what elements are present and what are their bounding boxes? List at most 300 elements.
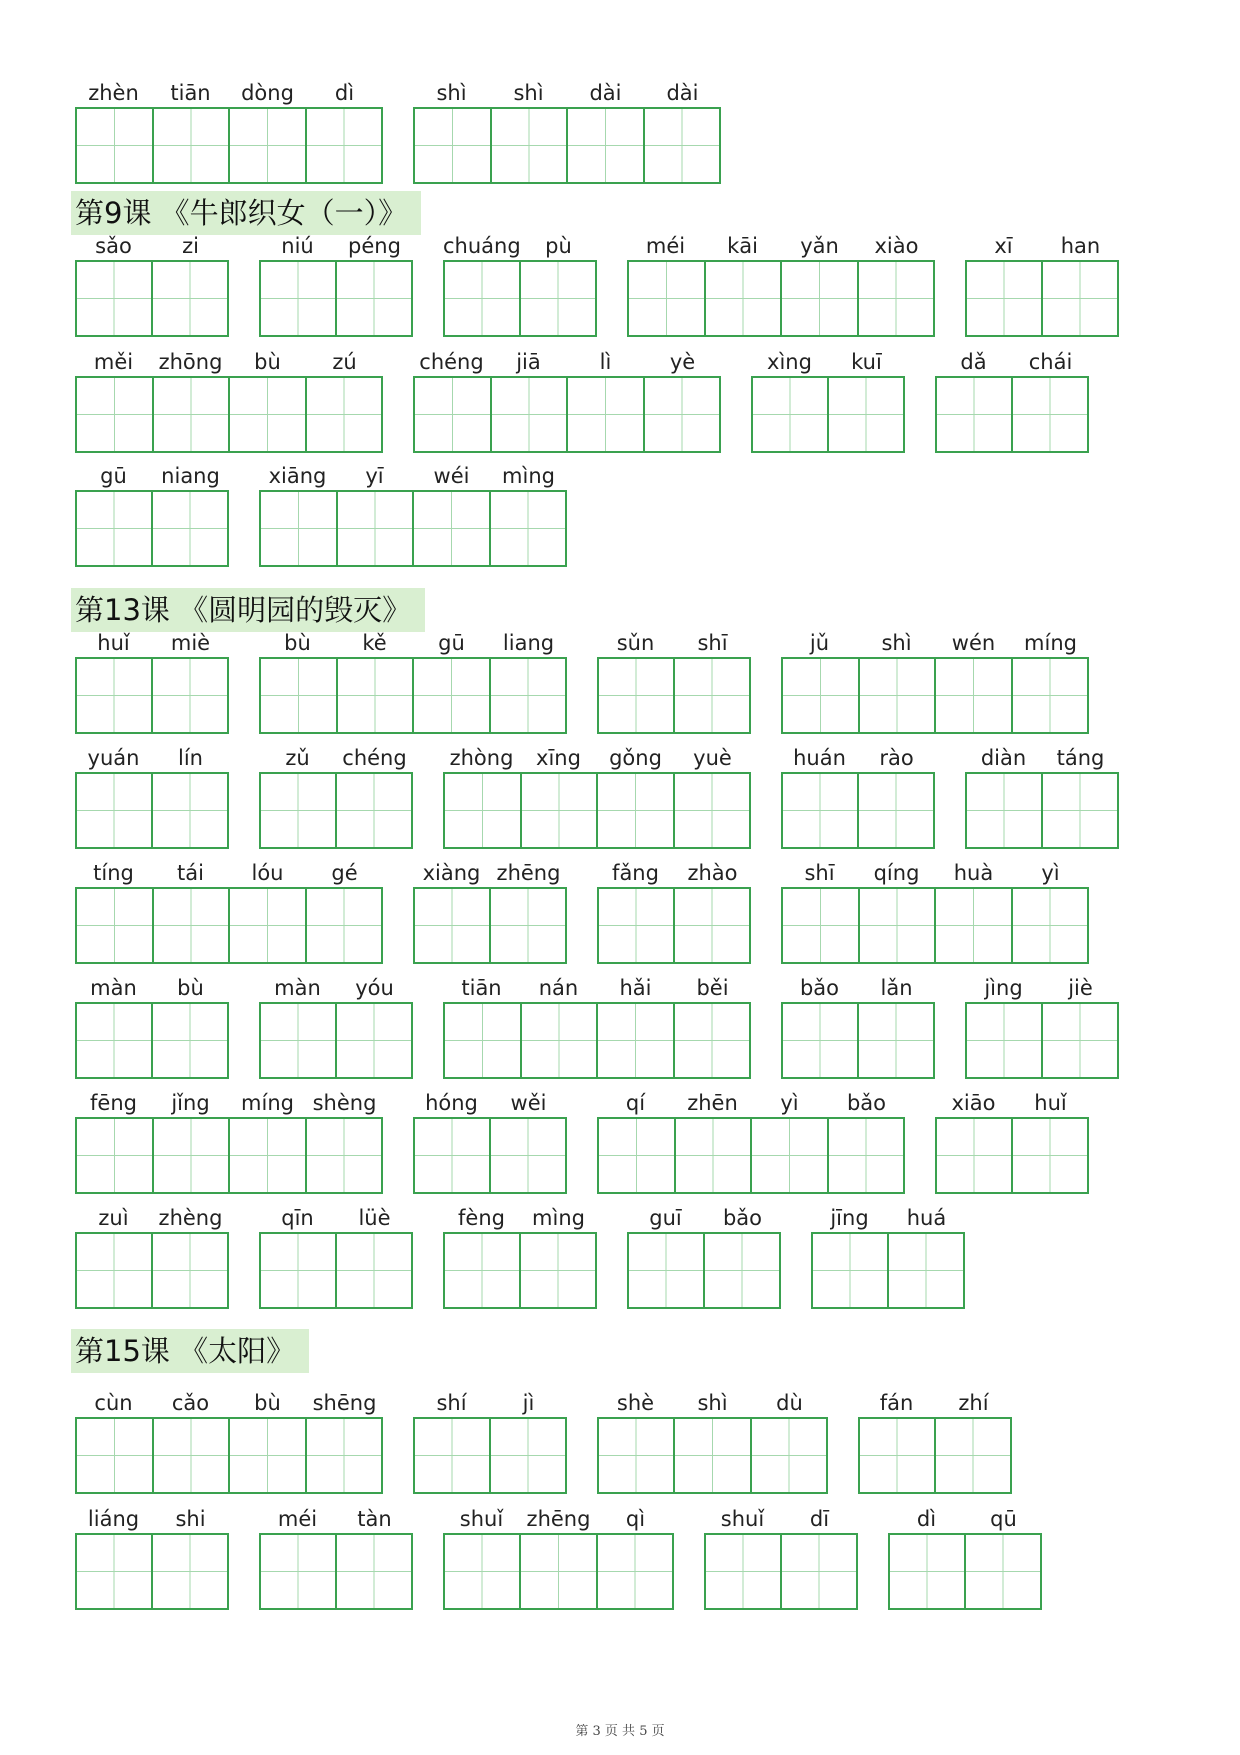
pinyin-syllable: tíng [93,861,134,885]
pinyin-syllable: huà [953,861,994,885]
pinyin-syllable: kuī [851,350,882,374]
tianzige-cell[interactable] [489,1119,565,1192]
pinyin-labels [259,745,413,771]
tianzige-cell[interactable] [857,262,934,335]
pinyin-syllable: jīng [830,1206,869,1230]
tianzige-cell[interactable] [335,262,411,335]
pinyin-syllable: wén [951,631,996,655]
tianzige-cell[interactable] [599,1119,674,1192]
tianzige-cell[interactable] [643,109,720,182]
tianzige-cell[interactable] [415,378,490,451]
tianzige-cell[interactable] [412,659,489,732]
pinyin-labels [443,1205,597,1231]
writing-grid [781,1002,935,1079]
pinyin-syllable: zhòng [449,746,514,770]
word-group [443,1506,674,1612]
pinyin-syllable: diàn [980,746,1027,770]
pinyin-labels [75,1205,229,1231]
tianzige-cell[interactable] [445,1535,519,1608]
writing-grid [781,657,1089,734]
tianzige-cell[interactable] [673,659,749,732]
tianzige-cell[interactable] [673,774,750,847]
pinyin-syllable: màn [90,976,137,1000]
pinyin-syllable: qīn [281,1206,314,1230]
tianzige-cell[interactable] [887,1234,963,1307]
pinyin-labels [259,1205,413,1231]
pinyin-labels [627,1205,781,1231]
writing-grid [75,657,229,734]
pinyin-syllable: jìng [984,976,1023,1000]
pinyin-syllable: cǎo [171,1391,210,1415]
tianzige-cell[interactable] [706,1535,780,1608]
pinyin-syllable: yì [780,1091,799,1115]
writing-grid [443,772,751,849]
tianzige-cell[interactable] [305,109,382,182]
tianzige-cell[interactable] [152,109,229,182]
tianzige-cell[interactable] [934,889,1011,962]
tianzige-cell[interactable] [445,1234,519,1307]
tianzige-cell[interactable] [77,1119,152,1192]
tianzige-cell[interactable] [750,1119,827,1192]
tianzige-cell[interactable] [77,109,152,182]
tianzige-cell[interactable] [261,774,335,847]
tianzige-cell[interactable] [77,1234,151,1307]
tianzige-cell[interactable] [152,1419,229,1492]
pinyin-syllable: miè [170,631,211,655]
tianzige-cell[interactable] [857,1004,933,1077]
word-group [75,1390,383,1496]
pinyin-labels [75,1090,383,1116]
tianzige-cell[interactable] [305,889,382,962]
writing-grid [413,1117,567,1194]
writing-grid [75,490,229,567]
pinyin-labels [413,1390,567,1416]
tianzige-cell[interactable] [261,1535,335,1608]
pinyin-syllable: shè [616,1391,655,1415]
tianzige-cell[interactable] [415,889,489,962]
pinyin-syllable: chéng [342,746,407,770]
word-group [443,233,597,339]
tianzige-cell[interactable] [964,1535,1040,1608]
pinyin-syllable: zhào [687,861,738,885]
tianzige-cell[interactable] [77,1004,151,1077]
tianzige-cell[interactable] [1041,262,1117,335]
pinyin-syllable: huá [906,1206,947,1230]
pinyin-labels [443,233,597,259]
tianzige-cell[interactable] [519,1234,595,1307]
tianzige-cell[interactable] [596,1535,672,1608]
pinyin-row [75,1390,1175,1496]
word-group [75,463,229,569]
tianzige-cell[interactable] [629,1234,703,1307]
pinyin-syllable: gǒng [609,746,662,770]
pinyin-syllable: tàn [357,1507,392,1531]
pinyin-syllable: měi [93,350,134,374]
tianzige-cell[interactable] [596,1004,673,1077]
tianzige-cell[interactable] [673,889,749,962]
tianzige-cell[interactable] [813,1234,887,1307]
pinyin-labels [443,1506,674,1532]
tianzige-cell[interactable] [77,889,152,962]
writing-grid [259,657,567,734]
tianzige-cell[interactable] [305,378,382,451]
word-group [259,1506,413,1612]
word-group [597,630,751,736]
tianzige-cell[interactable] [445,262,519,335]
tianzige-cell[interactable] [336,659,413,732]
pinyin-syllable: xī [994,234,1013,258]
writing-grid [259,490,567,567]
pinyin-syllable: chái [1028,350,1073,374]
pinyin-syllable: fèng [458,1206,505,1230]
pinyin-labels [704,1506,858,1532]
pinyin-syllable: mìng [502,464,555,488]
pinyin-syllable: shì [697,1391,728,1415]
tianzige-cell[interactable] [1011,659,1088,732]
tianzige-cell[interactable] [415,1419,489,1492]
pinyin-labels [935,1090,1089,1116]
pinyin-syllable: tiān [170,81,211,105]
tianzige-cell[interactable] [305,1119,382,1192]
tianzige-cell[interactable] [490,378,567,451]
word-group [75,860,383,966]
tianzige-cell[interactable] [77,378,152,451]
pinyin-labels [781,975,935,1001]
writing-grid [935,376,1089,453]
tianzige-cell[interactable] [1041,774,1117,847]
word-group [75,80,383,186]
pinyin-syllable: shuǐ [720,1507,765,1531]
writing-grid [259,260,413,337]
tianzige-cell[interactable] [152,378,229,451]
writing-grid [75,772,229,849]
tianzige-cell[interactable] [599,1419,673,1492]
tianzige-cell[interactable] [445,774,520,847]
tianzige-cell[interactable] [335,1535,411,1608]
pinyin-syllable: xìng [767,350,812,374]
tianzige-cell[interactable] [335,1234,411,1307]
tianzige-cell[interactable] [151,1535,227,1608]
word-group [443,975,751,1081]
pinyin-syllable: shī [804,861,835,885]
pinyin-syllable: guī [649,1206,682,1230]
tianzige-cell[interactable] [77,659,151,732]
tianzige-cell[interactable] [783,1004,857,1077]
pinyin-syllable: shì [881,631,912,655]
tianzige-cell[interactable] [566,378,643,451]
tianzige-cell[interactable] [783,659,858,732]
word-group [935,1090,1089,1196]
pinyin-syllable: sǎo [95,234,132,258]
pinyin-syllable: lì [599,350,612,374]
tianzige-cell[interactable] [335,1004,411,1077]
tianzige-cell[interactable] [445,1004,520,1077]
pinyin-syllable: xiāng [268,464,327,488]
tianzige-cell[interactable] [490,109,567,182]
tianzige-cell[interactable] [860,1419,934,1492]
pinyin-syllable: běi [696,976,729,1000]
tianzige-cell[interactable] [151,774,227,847]
tianzige-cell[interactable] [261,492,336,565]
tianzige-cell[interactable] [934,1419,1010,1492]
pinyin-row [75,1205,1175,1311]
tianzige-cell[interactable] [261,1004,335,1077]
tianzige-cell[interactable] [336,492,413,565]
pinyin-syllable: pù [545,234,572,258]
pinyin-syllable: jǔ [809,631,830,655]
pinyin-labels [75,975,229,1001]
pinyin-row [75,975,1175,1081]
pinyin-syllable: lín [178,746,203,770]
tianzige-cell[interactable] [703,1234,779,1307]
tianzige-cell[interactable] [489,889,565,962]
tianzige-cell[interactable] [415,1119,489,1192]
tianzige-cell[interactable] [643,378,720,451]
tianzige-cell[interactable] [674,1119,751,1192]
tianzige-cell[interactable] [519,1535,595,1608]
pinyin-labels [965,233,1119,259]
tianzige-cell[interactable] [261,262,335,335]
tianzige-cell[interactable] [599,889,673,962]
writing-grid [259,772,413,849]
tianzige-cell[interactable] [412,492,489,565]
tianzige-cell[interactable] [228,1419,305,1492]
pinyin-syllable: liang [502,631,555,655]
word-group [751,349,905,455]
pinyin-syllable: zhēng [526,1507,591,1531]
pinyin-syllable: zhēng [496,861,561,885]
word-group [75,1090,383,1196]
pinyin-syllable: méi [277,1507,318,1531]
tianzige-cell[interactable] [151,262,227,335]
pinyin-labels [259,1506,413,1532]
tianzige-cell[interactable] [151,1234,227,1307]
tianzige-cell[interactable] [228,1119,305,1192]
tianzige-cell[interactable] [629,262,704,335]
tianzige-cell[interactable] [261,659,336,732]
tianzige-cell[interactable] [937,1119,1011,1192]
pinyin-labels [811,1205,965,1231]
word-group [443,745,751,851]
pinyin-syllable: kě [362,631,387,655]
tianzige-cell[interactable] [520,774,597,847]
pinyin-syllable: zhōng [158,350,223,374]
tianzige-cell[interactable] [228,109,305,182]
tianzige-cell[interactable] [151,492,227,565]
pinyin-syllable: tái [177,861,204,885]
tianzige-cell[interactable] [1011,889,1088,962]
word-group [259,233,413,339]
pinyin-syllable: dù [776,1391,803,1415]
tianzige-cell[interactable] [519,262,595,335]
word-group [888,1506,1042,1612]
pinyin-labels [935,349,1089,375]
pinyin-syllable: shi [175,1507,206,1531]
pinyin-labels [781,860,1089,886]
tianzige-cell[interactable] [596,774,673,847]
pinyin-syllable: tiān [461,976,502,1000]
pinyin-syllable: fēng [90,1091,137,1115]
writing-grid [443,1533,674,1610]
tianzige-cell[interactable] [77,774,151,847]
pinyin-row [75,745,1175,851]
pinyin-syllable: yì [1041,861,1060,885]
pinyin-syllable: zi [182,234,199,258]
pinyin-syllable: bù [254,350,281,374]
tianzige-cell[interactable] [489,1419,565,1492]
pinyin-syllable: niú [281,234,314,258]
pinyin-labels [597,630,751,656]
pinyin-labels [413,80,721,106]
pinyin-labels [259,630,567,656]
pinyin-syllable: zhēn [687,1091,738,1115]
tianzige-cell[interactable] [228,378,305,451]
page-footer: 第 3 页 共 5 页 [575,1724,665,1739]
pinyin-labels [597,860,751,886]
writing-grid [413,1417,567,1494]
tianzige-cell[interactable] [152,889,229,962]
pinyin-syllable: huán [793,746,846,770]
tianzige-cell[interactable] [415,109,490,182]
tianzige-cell[interactable] [937,378,1011,451]
tianzige-cell[interactable] [151,1004,227,1077]
pinyin-syllable: yóu [355,976,394,1000]
pinyin-syllable: shuǐ [459,1507,504,1531]
pinyin-syllable: gé [331,861,358,885]
lesson-heading: 第15课 《太阳》 [71,1329,309,1373]
pinyin-labels [781,745,935,771]
writing-grid [413,107,721,184]
tianzige-cell[interactable] [780,262,857,335]
tianzige-cell[interactable] [783,774,857,847]
tianzige-cell[interactable] [858,889,935,962]
tianzige-cell[interactable] [673,1004,750,1077]
tianzige-cell[interactable] [704,262,781,335]
tianzige-cell[interactable] [673,1419,749,1492]
word-group [781,860,1089,966]
tianzige-cell[interactable] [857,774,933,847]
pinyin-syllable: péng [348,234,401,258]
pinyin-syllable: zhèn [88,81,139,105]
tianzige-cell[interactable] [890,1535,964,1608]
pinyin-labels [75,1390,383,1416]
pinyin-syllable: jǐng [171,1091,210,1115]
tianzige-cell[interactable] [750,1419,826,1492]
tianzige-cell[interactable] [967,774,1041,847]
pinyin-syllable: hǎi [619,976,652,1000]
writing-grid [965,1002,1119,1079]
word-group [965,745,1119,851]
tianzige-cell[interactable] [77,492,151,565]
word-group [413,860,567,966]
pinyin-syllable: bù [254,1391,281,1415]
word-group [858,1390,1012,1496]
writing-grid [935,1117,1089,1194]
pinyin-labels [781,630,1089,656]
tianzige-cell[interactable] [261,1234,335,1307]
tianzige-cell[interactable] [599,659,673,732]
pinyin-labels [751,349,905,375]
tianzige-cell[interactable] [489,659,566,732]
tianzige-cell[interactable] [967,1004,1041,1077]
pinyin-syllable: fǎng [612,861,659,885]
pinyin-syllable: xiàng [422,861,481,885]
writing-grid [75,1002,229,1079]
pinyin-labels [965,745,1119,771]
pinyin-syllable: lüè [358,1206,391,1230]
tianzige-cell[interactable] [1011,1119,1087,1192]
lesson-heading: 第13课 《圆明园的毁灭》 [71,588,425,632]
tianzige-cell[interactable] [934,659,1011,732]
tianzige-cell[interactable] [77,1419,152,1492]
tianzige-cell[interactable] [152,1119,229,1192]
writing-grid [965,260,1119,337]
pinyin-syllable: cùn [94,1391,133,1415]
tianzige-cell[interactable] [827,1119,904,1192]
tianzige-cell[interactable] [753,378,827,451]
word-group [627,1205,781,1311]
pinyin-labels [413,349,721,375]
word-group [259,745,413,851]
pinyin-syllable: yuán [87,746,140,770]
writing-grid [751,376,905,453]
tianzige-cell[interactable] [335,774,411,847]
pinyin-syllable: shì [513,81,544,105]
pinyin-syllable: dī [809,1507,830,1531]
tianzige-cell[interactable] [780,1535,856,1608]
pinyin-row [75,860,1175,966]
word-group [259,463,567,569]
pinyin-row [75,233,1175,339]
writing-grid [811,1232,965,1309]
pinyin-syllable: xiào [874,234,919,258]
pinyin-syllable: méi [645,234,686,258]
writing-grid [75,1117,383,1194]
tianzige-cell[interactable] [77,262,151,335]
word-group [75,745,229,851]
writing-grid [627,260,935,337]
pinyin-labels [75,233,229,259]
tianzige-cell[interactable] [783,889,858,962]
tianzige-cell[interactable] [827,378,903,451]
tianzige-cell[interactable] [1041,1004,1117,1077]
lesson-heading: 第9课 《牛郎织女（一）》 [71,191,421,235]
pinyin-syllable: shèng [312,1091,377,1115]
pinyin-syllable: nán [538,976,579,1000]
tianzige-cell[interactable] [520,1004,597,1077]
tianzige-cell[interactable] [228,889,305,962]
tianzige-cell[interactable] [566,109,643,182]
tianzige-cell[interactable] [858,659,935,732]
pinyin-labels [597,1390,828,1416]
tianzige-cell[interactable] [967,262,1041,335]
tianzige-cell[interactable] [77,1535,151,1608]
pinyin-labels [413,1090,567,1116]
pinyin-syllable: sǔn [616,631,655,655]
pinyin-syllable: màn [274,976,321,1000]
tianzige-cell[interactable] [305,1419,382,1492]
word-group [413,1090,567,1196]
tianzige-cell[interactable] [151,659,227,732]
tianzige-cell[interactable] [1011,378,1087,451]
pinyin-syllable: wěi [510,1091,547,1115]
writing-grid [888,1533,1042,1610]
word-group [413,80,721,186]
pinyin-syllable: táng [1056,746,1105,770]
pinyin-labels [75,349,383,375]
pinyin-syllable: qū [990,1507,1017,1531]
tianzige-cell[interactable] [489,492,566,565]
